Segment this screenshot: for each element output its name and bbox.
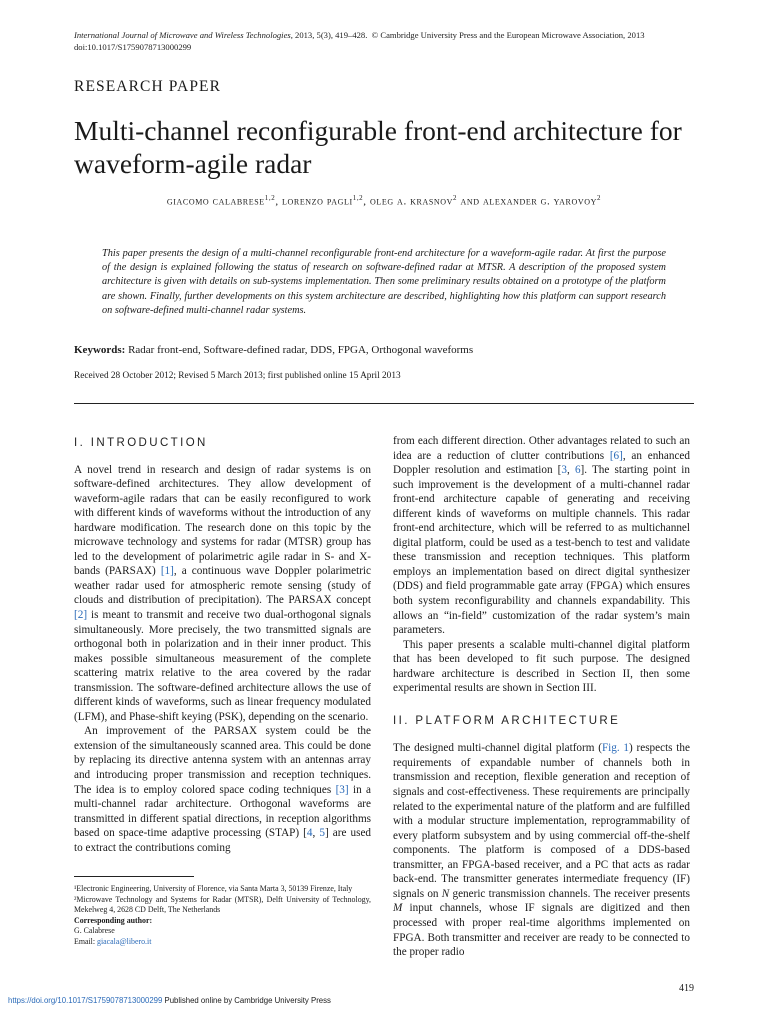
paragraph: A novel trend in research and design of radar systems is on software-defined architectures. They allow development of waveform-agile radars that can be easily reconfigured to work with different kinds of waveforms without the introduction of any hardware modification. The research done on this topic by the microwave technology and systems for radar (MTSR) group has led to the development of polarimetric agile radar in S- and X-bands (PARSAX) [1], a continuous wave Doppler polarimetric weather radar used for atmospheric remote sensing (study of clouds and distribution of precipitation). The PARSAX concept [2] is meant to transmit and receive two dual-orthogonal signals simultaneously. More precisely, the two transmitted signals are orthogonal both in polarization and in their inner product. This makes possible simultaneous measurement of the complete scattering matrix relative to the area covered by the radar transmission. The software-defined architecture allows the use of different kinds of waveforms, such as linear frequency modulated (LFM), and Phase-shift keying (PSK), depending on the scenario. [74,463,372,723]
figure-link[interactable]: Fig. 1 [601,742,630,755]
affiliation-2: ²Microwave Technology and Systems for Radar (MTSR), Delft University of Technology, Mekelweg 4, 2628 CD Delft, The Netherlands [74,894,371,914]
section-heading-introduction: I. INTRODUCTION [74,437,208,449]
paragraph: An improvement of the PARSAX system could be the extension of the simultaneously scanned area. This could be done by replacing its directive antenna system with an antennas array and introducing proper transmission and reception techniques. The idea is to employ colored space coding techniques [3] in a multi-channel radar architecture. Orthogonal waveforms are transmitted in different spatial directions, in reception algorithms based on space-time adaptive processing (STAP) [4, 5] are used to extract the contributions coming [74,725,372,854]
paragraph: This paper presents a scalable multi-channel digital platform that has been developed to fit such purpose. The designed hardware architecture is described in Section II, then some experimental results are shown in Section III. [393,638,690,695]
right-column [393,434,690,960]
page-number: 419 [679,983,694,994]
author-name: alexander g. yarovoy [482,195,597,208]
section-label: RESEARCH PAPER [74,78,222,95]
keywords [74,344,694,356]
citation-link[interactable]: 5 [319,827,325,840]
doi: doi:10.1017/S1759078713000299 [74,41,192,52]
copyright: © Cambridge University Press and the European Microwave Association, 2013 [371,30,645,40]
footer-text: Published online by Cambridge University Press [162,996,331,1005]
journal-header [74,30,714,53]
paper-title: Multi-channel reconfigurable front-end architecture for waveform-agile radar [74,115,682,179]
page-footer [8,996,331,1005]
doi-link[interactable]: https://doi.org/10.1017/S1759078713000299 [8,996,163,1005]
citation-link[interactable]: 4 [306,827,313,840]
section-heading-platform-architecture: II. PLATFORM ARCHITECTURE [393,714,621,727]
footnote-divider [74,876,194,877]
keywords-text: Radar front-end, Software-defined radar, DDS, FPGA, Orthogonal waveforms [125,344,474,356]
author-name: lorenzo pagli [282,195,353,208]
paragraph: The designed multi-channel digital platform (Fig. 1) respects the requirements of expandable number of channels both in transmission and reception, flexible generation and reception of signals and cost-effectiveness. These requirements are principally related to the experimental nature of the platform and are fulfilled with a modular structure implementation, reprogrammability of every platform subsystem and by using commercial off-the-shelf components. The platform is composed of a DDS-based transmitter, an FPGA-based receiver, and a PC that acts as radar back-end. The transmitter generates intermediate frequency (IF) signals on N generic transmission channels. The receiver presents M input channels, whose IF signals are digitized and then processed with proper real-time algorithms implemented on FPGA. Both transmitter and receiver are ready to be connected to the proper radio [393,742,691,959]
affiliation-1: ¹Electronic Engineering, University of Florence, via Santa Marta 3, 50139 Firenze, Italy [74,884,353,893]
citation-link[interactable]: [6] [609,449,623,462]
citation-link[interactable]: [3] [335,783,349,796]
citation-link[interactable]: [2] [74,609,88,622]
corresponding-author-label: Corresponding author: [74,915,153,925]
horizontal-rule [74,403,694,404]
citation-link[interactable]: 6 [574,464,581,477]
citation-link[interactable]: 3 [561,464,567,477]
abstract: This paper presents the design of a multi-channel reconfigurable front-end architecture for a waveform-agile radar. At first the purpose of the design is explained following the status of research on software-defined radar at MTSR. A description of the proposed system architecture is given with details on sub-systems implementation. Then some preliminary results obtained on a prototype of the platform are shown. Finally, further developments on this system architecture are described, highlighting how this platform can support research on software-defined multi-channel radar systems. [102,248,666,316]
keywords-label: Keywords: [74,344,126,356]
journal-citation: , 2013, 5(3), 419–428. [290,30,368,40]
corresponding-author-name: G. Calabrese [74,926,115,935]
author-affiliation: 2 [453,194,458,202]
author-name: giacomo calabrese [166,195,265,208]
received-dates: Received 28 October 2012; Revised 5 March 2013; first published online 15 April 2013 [74,371,401,381]
citation-link[interactable]: [1] [160,565,174,578]
author-affiliation: 1,2 [352,194,364,202]
author-name: oleg a. krasnov [369,195,454,208]
author-affiliation: 1,2 [264,194,276,202]
author-affiliation: 2 [597,194,602,202]
author-list: giacomo calabrese$^{1,2}$, lorenzo pagli$^{1,2}$, oleg a. krasnov$^2$ and alexander g. yarovoy$^2$ [166,194,602,208]
paragraph: from each different direction. Other advantages related to such an idea are a reduction of clutter contributions [6], an enhanced Doppler resolution and estimation [3, 6]. The starting point in such improvement is the development of a multi-channel radar front-end architecture capable of generating and receiving different kinds of waveforms on multiple channels. This radar front-end architecture, which will be referred to as multichannel digital platform, could be used as a test-bench to test and validate these transmission and reception techniques. This platform employs an implementation based on direct digital synthesizer (DDS) and field programmable gate array (FPGA) which ensures both system reconfigurability and channels expandability. This allows an “in-field” customization of the radar system’s main parameters. [393,435,691,637]
footnotes: ¹Electronic Engineering, University of Florence, via Santa Marta 3, 50139 Firenze, Italy ²Microwave Technology and Systems for Radar (MTSR), Delft University of Technology, Mekelweg 4, 2628 CD Delft, The Netherlands Corresponding author: G. Calabrese Email: giacala@libero.it [74,884,371,946]
journal-name: International Journal of Microwave and Wireless Technologies [74,30,291,40]
email-link[interactable]: giacala@libero.it [97,936,152,946]
left-column [74,436,371,855]
